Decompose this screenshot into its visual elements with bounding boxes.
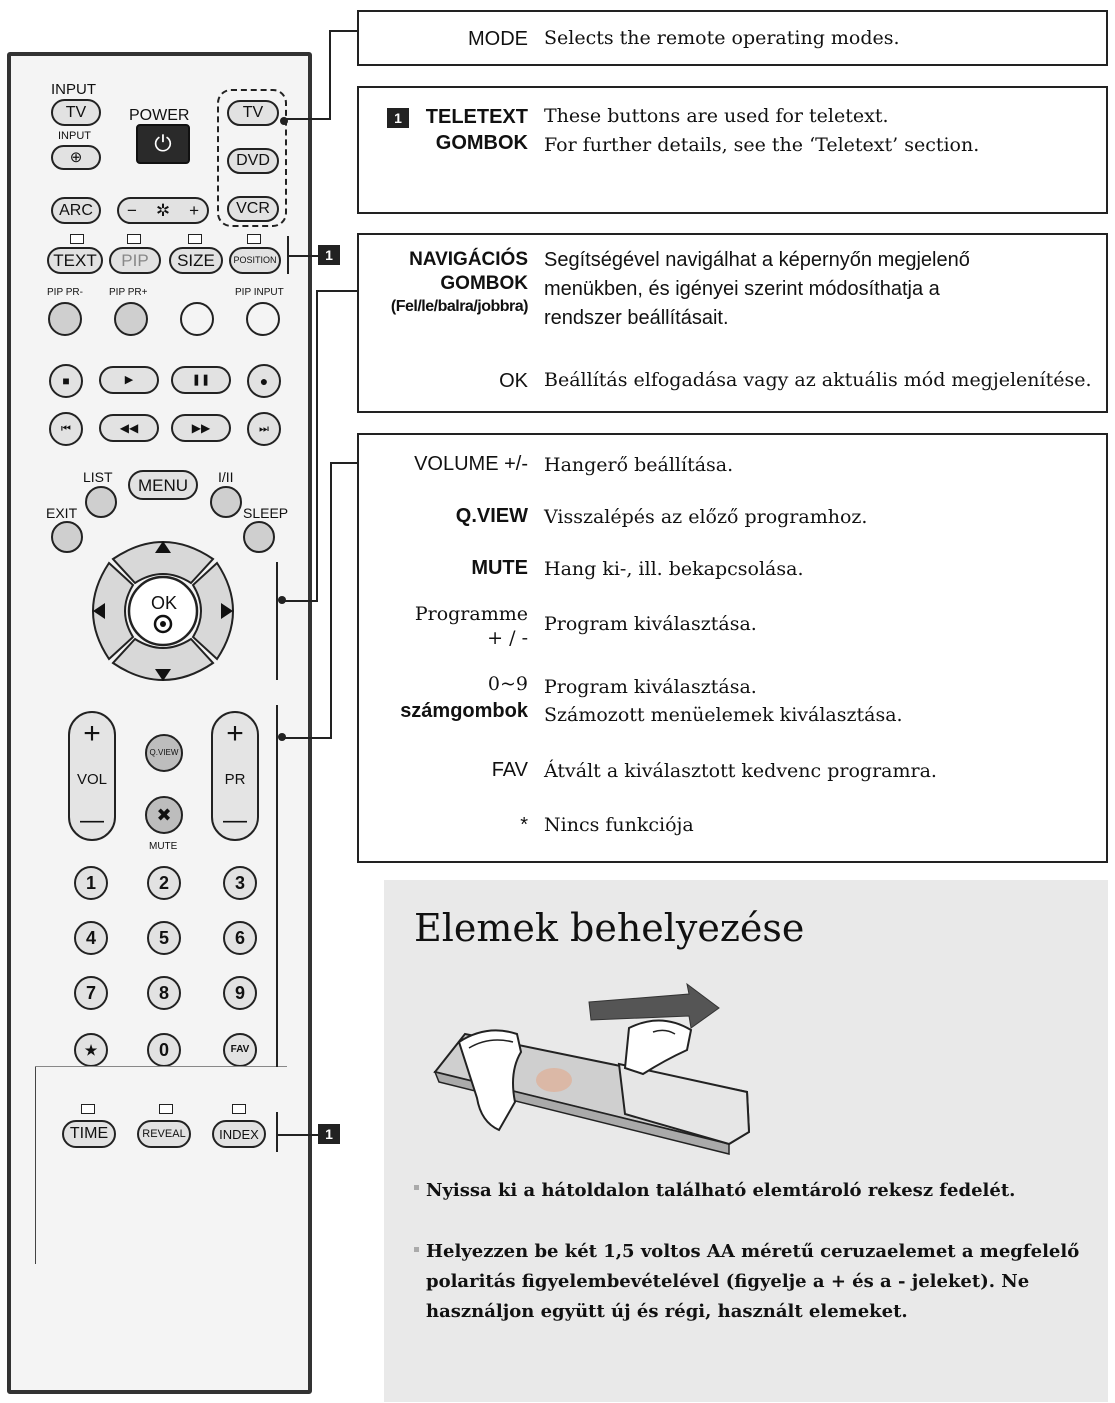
list-button[interactable] [85,486,117,518]
digits-desc-2: Számozott menüelemek kiválasztása. [544,704,903,726]
pip-teletext-icon [127,234,141,244]
stop-icon: ■ [62,374,70,388]
fast-forward-button[interactable] [171,414,231,442]
rewind-icon: ◀◀ [119,421,139,435]
position-button[interactable]: POSITION [229,247,281,274]
pip-input-label: PIP INPUT [235,287,284,298]
fast-forward-icon: ▶▶ [191,421,211,435]
volume-desc: Hangerő beállítása. [544,454,734,476]
index-teletext-icon [232,1104,246,1114]
qview-button[interactable]: Q.VIEW [145,734,183,772]
pip-pr-minus-button[interactable] [48,302,82,336]
remote-control [7,52,312,1394]
mute-label: MUTE [149,841,178,852]
pip-button[interactable]: PIP [109,247,161,274]
programme-plus: + [226,717,244,750]
remote-bottom-panel [35,1066,287,1264]
digit-1-button[interactable]: 1 [74,866,108,900]
mode-connector [284,118,330,120]
navigation-info-box [357,233,1108,413]
programme-rocker[interactable] [211,711,259,841]
power-button[interactable] [136,124,190,164]
play-button[interactable] [99,366,159,394]
brightness-rocker[interactable] [117,197,209,224]
volume-rocker[interactable] [68,711,116,841]
mode-connector-h [329,30,357,32]
teletext-desc-2: For further details, see the ‘Teletext’ section. [544,134,980,156]
rewind-button[interactable] [99,414,159,442]
nav-connector-v [316,290,318,602]
digits-desc: Program kiválasztása. [544,676,757,698]
teletext-bracket-bottom [276,1112,278,1152]
pip-pr-plus-label: PIP PR+ [109,287,148,298]
digit-0-button[interactable]: 0 [147,1033,181,1067]
teletext-marker-top: 1 [318,245,340,265]
i-ii-button[interactable] [210,486,242,518]
battery-step-2-line-2: polaritás figyelembevételével (figyelje a + és a - jeleket). Ne [426,1271,1030,1292]
digits-term-2: számgombok [400,700,528,722]
volume-connector-dot [278,733,286,741]
pip-pr-plus-button[interactable] [114,302,148,336]
bullet-icon [414,1185,419,1190]
digits-term: 0~9 [487,673,528,695]
mute-icon: ✖ [156,805,172,825]
programme-term: Programme [414,603,528,625]
programme-minus: — [223,807,247,834]
battery-title: Elemek behelyezése [414,906,805,950]
nav-term-2: GOMBOK [440,273,528,294]
input-tv-label: INPUT [51,81,96,98]
volume-plus: + [83,717,101,750]
mode-tv-button[interactable]: TV [227,100,279,126]
digit-6-button[interactable]: 6 [223,921,257,955]
mode-info-box [357,10,1108,66]
teletext-info-box [357,86,1108,214]
qview-desc: Visszalépés az előző programhoz. [544,506,868,528]
input-button[interactable] [51,145,101,170]
digit-2-button[interactable]: 2 [147,866,181,900]
mode-dvd-button[interactable]: DVD [227,148,279,174]
volume-connector-h [330,462,357,464]
battery-step-1: Nyissa ki a hátoldalon található elemtároló rekesz fedelét. [426,1180,1016,1201]
size-teletext-icon [188,234,202,244]
teletext-desc: These buttons are used for teletext. [544,105,889,127]
mode-connector-dot [280,117,288,125]
digit-9-button[interactable]: 9 [223,976,257,1010]
volume-connector-v [330,462,332,739]
record-icon: ● [259,373,269,389]
teletext-term-2: GOMBOK [435,132,528,154]
pip-input-button[interactable] [246,302,280,336]
battery-step-2-line-1: Helyezzen be két 1,5 voltos AA méretű ceruzaelemet a megfelelő [426,1241,1080,1262]
i-ii-label: I/II [218,469,234,485]
qview-term: Q.VIEW [455,505,528,527]
input-label: INPUT [58,130,91,142]
position-teletext-icon [247,234,261,244]
size-button[interactable]: SIZE [169,247,223,274]
nav-desc-2: menükben, és igényei szerint módosíthatja a [544,278,940,300]
star-desc: Nincs funkciója [544,814,694,836]
stop-button[interactable] [49,364,83,398]
battery-section [384,880,1108,1402]
digit-7-button[interactable]: 7 [74,976,108,1010]
nav-desc: Segítségével navigálhat a képernyőn megjelenő [544,249,970,271]
programme-term-2: + / - [487,627,528,649]
brightness-minus: − [127,201,137,220]
fav-desc: Átvált a kiválasztott kedvenc programra. [544,760,937,782]
text-button[interactable]: TEXT [47,247,103,274]
power-label: POWER [129,107,190,124]
teletext-term: TELETEXT [425,106,528,128]
teletext-connector-bottom [278,1134,318,1136]
pause-icon: ❚❚ [191,373,211,386]
input-arrow-icon: ⊕ [69,149,83,166]
volume-bracket [276,705,278,1067]
mode-term: MODE [468,28,528,50]
programme-desc: Program kiválasztása. [544,613,757,635]
index-button[interactable]: INDEX [212,1120,266,1148]
list-label: LIST [83,469,113,485]
time-teletext-icon [81,1104,95,1114]
pause-button[interactable] [171,366,231,394]
text-teletext-icon [70,234,84,244]
skip-back-button[interactable] [49,412,83,446]
battery-step-2-line-3: használjon együtt új és régi, használt elemeket. [426,1301,908,1322]
skip-forward-button[interactable] [247,412,281,446]
power-icon: ⏻ [154,131,172,156]
play-icon: ▶ [124,373,134,386]
teletext-marker-bottom: 1 [318,1124,340,1144]
nav-desc-3: rendszer beállításait. [544,307,729,329]
ok-label: OK [151,593,178,613]
arc-button[interactable]: ARC [51,197,101,224]
digit-5-button[interactable]: 5 [147,921,181,955]
ok-term: OK [499,370,528,392]
fav-term: FAV [491,759,528,781]
skip-forward-icon: ⏭ [259,422,269,435]
reveal-teletext-icon [159,1104,173,1114]
record-button[interactable] [247,364,281,398]
mode-connector-v [329,30,331,120]
bullet-icon [414,1247,419,1252]
volume-minus: — [80,807,104,834]
nav-connector-dot [278,596,286,604]
volume-connector [280,737,332,739]
time-button[interactable]: TIME [62,1120,116,1148]
volume-term: VOLUME +/- [414,453,528,475]
exit-label: EXIT [46,505,78,521]
pr-label: PR [224,770,246,788]
input-tv-button[interactable]: TV [51,99,101,126]
battery-illustration [429,972,759,1162]
mute-desc: Hang ki-, ill. bekapcsolása. [544,558,804,580]
reveal-button[interactable]: REVEAL [137,1120,191,1148]
mute-button[interactable] [145,796,183,834]
nav-term-3: (Fel/le/balra/jobbra) [390,298,528,315]
digit-8-button[interactable]: 8 [147,976,181,1010]
vol-label: VOL [76,770,107,788]
menu-button[interactable]: MENU [128,470,198,500]
star-term: * [520,814,528,836]
mode-desc: Selects the remote operating modes. [544,27,900,49]
teletext-marker: 1 [387,108,409,128]
ok-desc: Beállítás elfogadása vagy az aktuális mód megjelenítése. [544,369,1092,391]
nav-connector-h [316,290,357,292]
brightness-icon: ✲ [155,201,171,220]
panel-divider [35,1066,287,1067]
skip-back-icon: ⏮ [61,422,71,435]
pip-pr-minus-label: PIP PR- [47,287,83,298]
nav-bracket [276,562,278,680]
sleep-label: SLEEP [243,505,289,521]
mode-vcr-button[interactable]: VCR [227,196,279,222]
digit-3-button[interactable]: 3 [223,866,257,900]
pip-swap-button[interactable] [180,302,214,336]
fav-button[interactable]: FAV [223,1033,257,1067]
star-button[interactable]: ★ [74,1033,108,1067]
mute-term: MUTE [471,557,528,579]
digit-4-button[interactable]: 4 [74,921,108,955]
teletext-connector-top [288,255,318,257]
controls-info-box [357,433,1108,863]
brightness-plus: + [189,201,199,220]
nav-term: NAVIGÁCIÓS [409,249,528,270]
